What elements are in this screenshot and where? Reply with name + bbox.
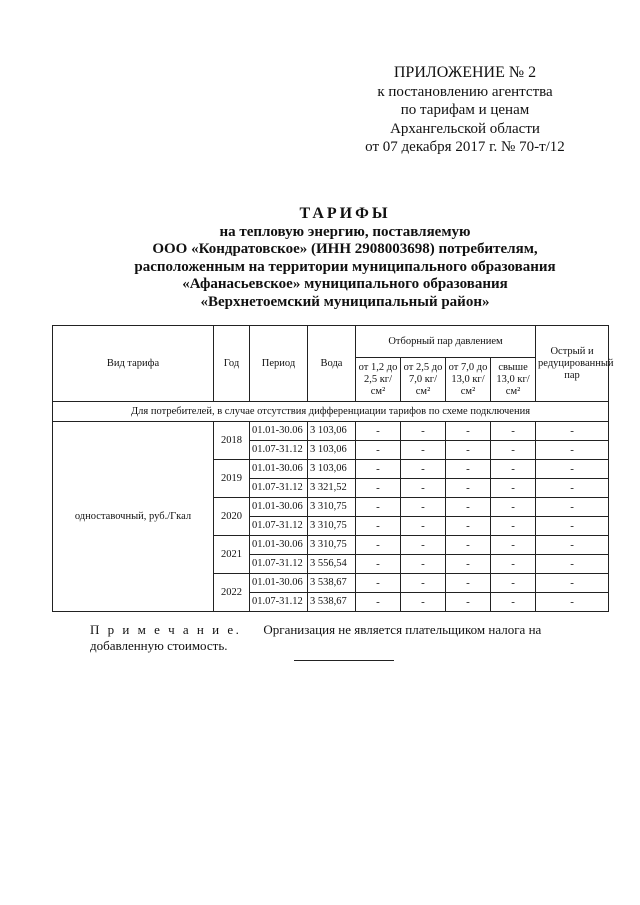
period-cell: 01.07-31.12 xyxy=(250,441,308,460)
empty-tariff-cell: - xyxy=(491,498,536,517)
water-tariff-cell: 3 103,06 xyxy=(308,422,356,441)
water-tariff-cell: 3 103,06 xyxy=(308,460,356,479)
empty-tariff-cell: - xyxy=(491,593,536,612)
empty-tariff-cell: - xyxy=(446,555,491,574)
period-cell: 01.07-31.12 xyxy=(250,555,308,574)
empty-tariff-cell: - xyxy=(356,517,401,536)
empty-tariff-cell: - xyxy=(491,422,536,441)
water-tariff-cell: 3 310,75 xyxy=(308,517,356,536)
period-cell: 01.01-30.06 xyxy=(250,536,308,555)
empty-tariff-cell: - xyxy=(446,479,491,498)
empty-tariff-cell: - xyxy=(356,536,401,555)
header-sharp-steam: Острый и редуцированный пар xyxy=(536,326,609,402)
note-text: Организация не является плательщиком налога на добавленную стоимость. xyxy=(90,622,542,653)
document-heading xyxy=(60,205,630,311)
empty-tariff-cell: - xyxy=(446,574,491,593)
document-title: ТАРИФЫ xyxy=(299,205,391,222)
header-steam-pressure: Отборный пар давлением xyxy=(356,326,536,358)
empty-tariff-cell: - xyxy=(536,498,609,517)
year-cell: 2019 xyxy=(214,460,250,498)
heading-line: ООО «Кондратовское» (ИНН 2908003698) потребителям, xyxy=(152,241,538,257)
heading-line: «Верхнетоемский муниципальный район» xyxy=(200,293,490,310)
water-tariff-cell: 3 556,54 xyxy=(308,555,356,574)
appendix-line: Архангельской области xyxy=(390,120,540,137)
empty-tariff-cell: - xyxy=(536,422,609,441)
header-steam-2: от 2,5 до 7,0 кг/см² xyxy=(401,358,446,402)
empty-tariff-cell: - xyxy=(491,555,536,574)
header-period: Период xyxy=(250,326,308,402)
period-cell: 01.07-31.12 xyxy=(250,517,308,536)
empty-tariff-cell: - xyxy=(401,555,446,574)
empty-tariff-cell: - xyxy=(536,517,609,536)
year-cell: 2020 xyxy=(214,498,250,536)
empty-tariff-cell: - xyxy=(536,593,609,612)
closing-rule xyxy=(294,660,394,661)
period-cell: 01.01-30.06 xyxy=(250,574,308,593)
period-cell: 01.07-31.12 xyxy=(250,479,308,498)
year-cell: 2021 xyxy=(214,536,250,574)
note xyxy=(90,622,610,654)
empty-tariff-cell: - xyxy=(446,498,491,517)
empty-tariff-cell: - xyxy=(356,555,401,574)
empty-tariff-cell: - xyxy=(401,536,446,555)
empty-tariff-cell: - xyxy=(356,593,401,612)
empty-tariff-cell: - xyxy=(401,593,446,612)
water-tariff-cell: 3 321,52 xyxy=(308,479,356,498)
empty-tariff-cell: - xyxy=(491,460,536,479)
empty-tariff-cell: - xyxy=(446,517,491,536)
empty-tariff-cell: - xyxy=(401,517,446,536)
year-cell: 2018 xyxy=(214,422,250,460)
empty-tariff-cell: - xyxy=(356,422,401,441)
empty-tariff-cell: - xyxy=(356,441,401,460)
water-tariff-cell: 3 103,06 xyxy=(308,441,356,460)
empty-tariff-cell: - xyxy=(491,441,536,460)
table-row xyxy=(53,422,609,441)
empty-tariff-cell: - xyxy=(536,555,609,574)
header-steam-4: свыше 13,0 кг/см² xyxy=(491,358,536,402)
appendix-block xyxy=(330,64,600,157)
appendix-date-line: от 07 декабря 2017 г. № 70-т/12 xyxy=(365,139,565,155)
water-tariff-cell: 3 538,67 xyxy=(308,593,356,612)
empty-tariff-cell: - xyxy=(356,479,401,498)
period-cell: 01.01-30.06 xyxy=(250,422,308,441)
empty-tariff-cell: - xyxy=(536,536,609,555)
section-row: Для потребителей, в случае отсутствия дифференциации тарифов по схеме подключения xyxy=(53,402,609,422)
heading-line: «Афанасьевское» муниципального образования xyxy=(182,276,508,292)
header-steam-3: от 7,0 до 13,0 кг/см² xyxy=(446,358,491,402)
header-water: Вода xyxy=(308,326,356,402)
year-cell: 2022 xyxy=(214,574,250,612)
appendix-title: ПРИЛОЖЕНИЕ № 2 xyxy=(393,64,537,81)
empty-tariff-cell: - xyxy=(491,517,536,536)
empty-tariff-cell: - xyxy=(446,536,491,555)
empty-tariff-cell: - xyxy=(401,498,446,517)
empty-tariff-cell: - xyxy=(356,498,401,517)
empty-tariff-cell: - xyxy=(401,479,446,498)
empty-tariff-cell: - xyxy=(401,574,446,593)
empty-tariff-cell: - xyxy=(491,479,536,498)
empty-tariff-cell: - xyxy=(491,536,536,555)
note-label: П р и м е ч а н и е. xyxy=(90,622,242,637)
empty-tariff-cell: - xyxy=(536,574,609,593)
period-cell: 01.01-30.06 xyxy=(250,498,308,517)
empty-tariff-cell: - xyxy=(356,574,401,593)
header-tariff-type: Вид тарифа xyxy=(53,326,214,402)
empty-tariff-cell: - xyxy=(536,441,609,460)
tariff-table xyxy=(52,325,614,612)
water-tariff-cell: 3 310,75 xyxy=(308,536,356,555)
empty-tariff-cell: - xyxy=(446,422,491,441)
empty-tariff-cell: - xyxy=(491,574,536,593)
period-cell: 01.07-31.12 xyxy=(250,593,308,612)
water-tariff-cell: 3 538,67 xyxy=(308,574,356,593)
empty-tariff-cell: - xyxy=(401,460,446,479)
header-year: Год xyxy=(214,326,250,402)
empty-tariff-cell: - xyxy=(536,479,609,498)
empty-tariff-cell: - xyxy=(446,460,491,479)
water-tariff-cell: 3 310,75 xyxy=(308,498,356,517)
appendix-line: к постановлению агентства xyxy=(377,83,553,100)
empty-tariff-cell: - xyxy=(446,593,491,612)
empty-tariff-cell: - xyxy=(401,441,446,460)
header-steam-1: от 1,2 до 2,5 кг/см² xyxy=(356,358,401,402)
empty-tariff-cell: - xyxy=(356,460,401,479)
empty-tariff-cell: - xyxy=(536,460,609,479)
empty-tariff-cell: - xyxy=(401,422,446,441)
period-cell: 01.01-30.06 xyxy=(250,460,308,479)
heading-line: на тепловую энергию, поставляемую xyxy=(219,223,471,240)
empty-tariff-cell: - xyxy=(446,441,491,460)
appendix-line: по тарифам и ценам xyxy=(400,102,530,118)
tariff-type-cell: одноставочный, руб./Гкал xyxy=(53,422,214,612)
heading-line: расположенным на территории муниципального образования xyxy=(134,258,556,275)
